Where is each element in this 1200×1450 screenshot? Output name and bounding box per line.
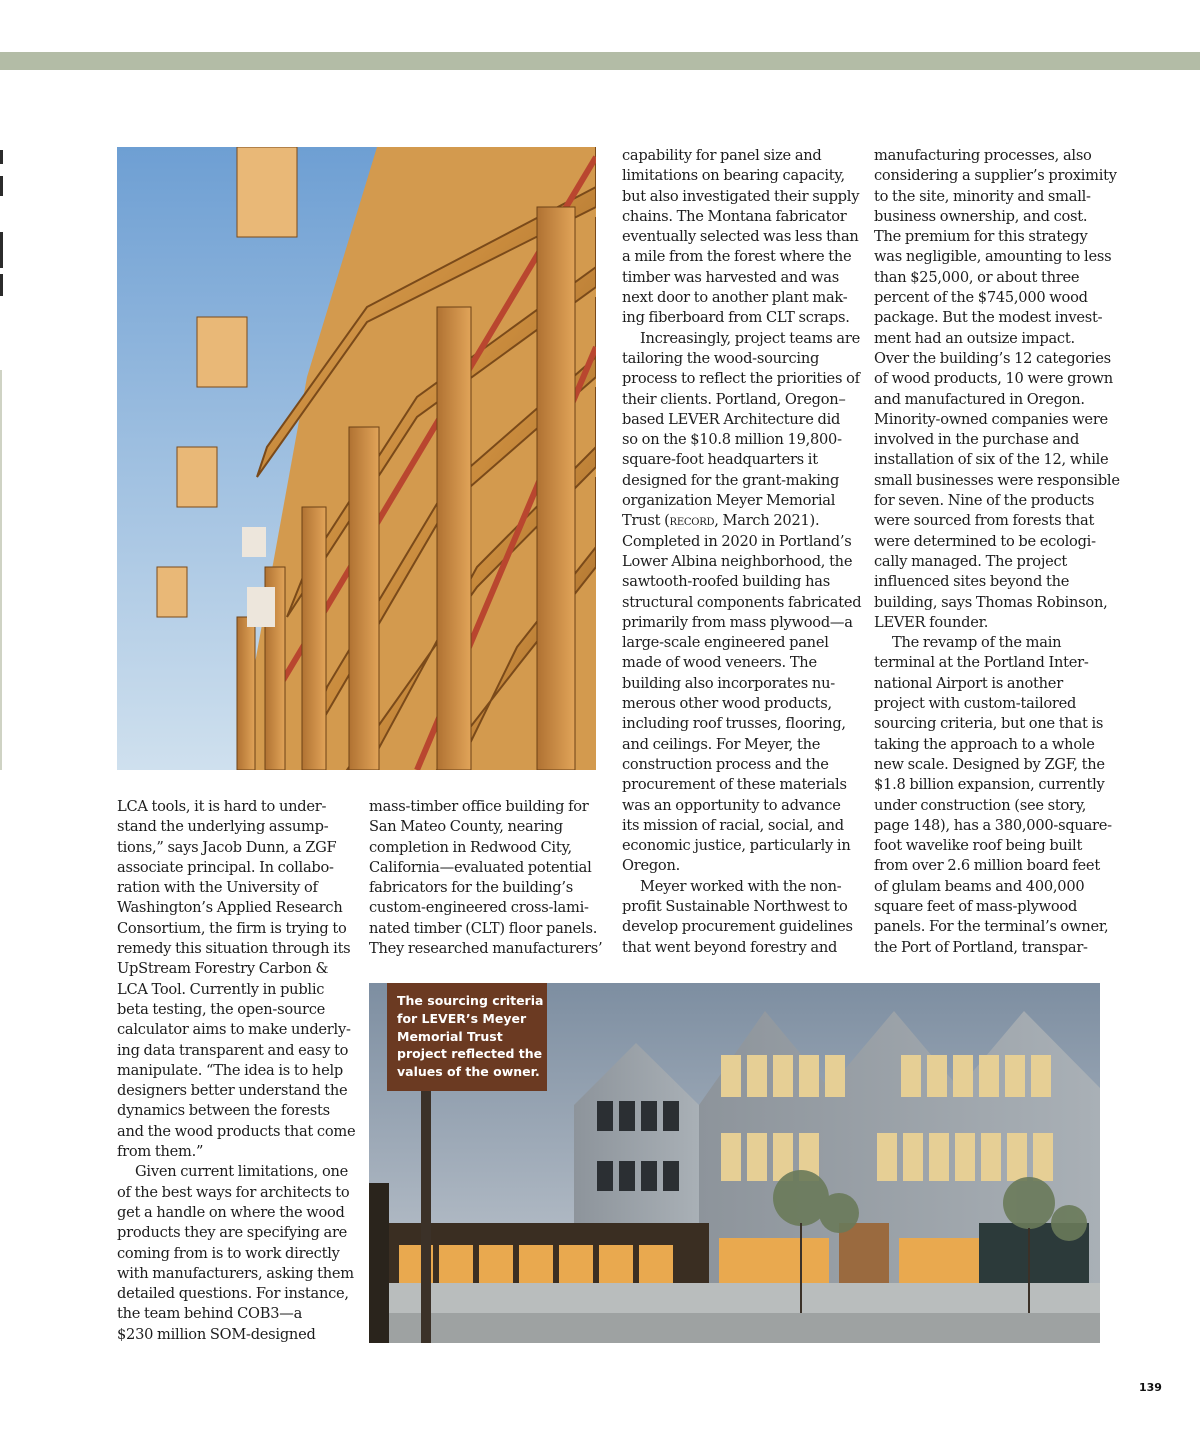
text-line: considering a supplier’s proximity xyxy=(874,167,1117,185)
text-line: UpStream Forestry Carbon & xyxy=(117,960,329,978)
text-line: panels. For the terminal’s owner, xyxy=(874,918,1109,936)
text-line: their clients. Portland, Oregon– xyxy=(622,390,846,408)
text-line: nated timber (CLT) floor panels. xyxy=(369,919,598,937)
text-line: organization Meyer Memorial xyxy=(622,492,836,510)
text-line: mass-timber office building for xyxy=(369,798,589,815)
text-line: cally managed. The project xyxy=(874,552,1068,570)
text-line: than $25,000, or about three xyxy=(874,268,1080,286)
text-line: of wood products, 10 were grown xyxy=(874,370,1113,388)
text-line: Increasingly, project teams are xyxy=(640,329,860,347)
text-line: primarily from mass plywood—a xyxy=(622,613,853,631)
text-line: limitations on bearing capacity, xyxy=(622,167,845,185)
text-line: capability for panel size and xyxy=(622,147,822,164)
text-line: beta testing, the open-source xyxy=(117,1000,326,1018)
text-line: the Port of Portland, transpar- xyxy=(874,938,1088,956)
text-line: page 148), has a 380,000-square- xyxy=(874,816,1112,834)
text-line: custom-engineered cross-lami- xyxy=(369,899,589,917)
text-line: to the site, minority and small- xyxy=(874,187,1091,205)
record-reference: record xyxy=(669,512,715,530)
text-line: were determined to be ecologi- xyxy=(874,532,1096,550)
text-line: California—evaluated potential xyxy=(369,858,592,876)
text-line: next door to another plant mak- xyxy=(622,289,848,307)
text-line: was an opportunity to advance xyxy=(622,796,841,814)
text-line: timber was harvested and was xyxy=(622,268,839,286)
text-line: tions,” says Jacob Dunn, a ZGF xyxy=(117,838,337,856)
text-line: from them.” xyxy=(117,1143,204,1161)
text-line: remedy this situation through its xyxy=(117,940,351,958)
text-line: San Mateo County, nearing xyxy=(369,818,563,836)
text-line: products they are specifying are xyxy=(117,1224,348,1242)
text-line: its mission of racial, social, and xyxy=(622,816,844,834)
text-line: square-foot headquarters it xyxy=(622,451,818,469)
text-line: merous other wood products, xyxy=(622,695,832,713)
text-line: from over 2.6 million board feet xyxy=(874,857,1100,875)
caption-line: The sourcing criteria xyxy=(397,993,544,1008)
text-line: calculator aims to make underly- xyxy=(117,1021,351,1039)
text-line: fabricators for the building’s xyxy=(369,879,574,897)
text-line: designers better understand the xyxy=(117,1082,348,1100)
text-line: and ceilings. For Meyer, the xyxy=(622,735,821,753)
text-line: structural components fabricated xyxy=(622,593,862,611)
text-line: dynamics between the forests xyxy=(117,1102,330,1120)
text-line: $230 million SOM-designed xyxy=(117,1325,316,1343)
text-line: installation of six of the 12, while xyxy=(874,451,1109,469)
text-line: profit Sustainable Northwest to xyxy=(622,897,848,915)
text-line: develop procurement guidelines xyxy=(622,918,853,936)
body-column-1 xyxy=(117,797,356,1345)
caption-line: project reflected the xyxy=(397,1046,543,1062)
text-line: large-scale engineered panel xyxy=(622,634,829,652)
text-line: of the best ways for architects to xyxy=(117,1183,350,1201)
text-line: LCA Tool. Currently in public xyxy=(117,980,325,998)
text-line: The premium for this strategy xyxy=(874,228,1088,246)
text-line: sawtooth-roofed building has xyxy=(622,573,830,591)
text-line: were sourced from forests that xyxy=(874,512,1095,530)
text-line: that went beyond forestry and xyxy=(622,938,838,956)
text-line: under construction (see story, xyxy=(874,796,1087,814)
text-line: sourcing criteria, but one that is xyxy=(874,715,1104,733)
text-line: ment had an outsize impact. xyxy=(874,329,1075,347)
text-line: The revamp of the main xyxy=(892,634,1062,652)
text-line: LEVER founder. xyxy=(874,613,989,631)
top-color-band xyxy=(0,52,1200,70)
text-line: square feet of mass-plywood xyxy=(874,897,1078,915)
text-line: terminal at the Portland Inter- xyxy=(874,654,1089,672)
caption-line: Memorial Trust xyxy=(397,1028,503,1044)
text-line: taking the approach to a whole xyxy=(874,735,1095,753)
text-line: influenced sites beyond the xyxy=(874,573,1070,591)
text-line: ing data transparent and easy to xyxy=(117,1041,349,1059)
text-line: manipulate. “The idea is to help xyxy=(117,1061,343,1079)
text-fragment: Trust ( xyxy=(622,512,670,530)
text-line: national Airport is another xyxy=(874,674,1063,692)
text-line: foot wavelike roof being built xyxy=(874,837,1083,855)
text-line: and manufactured in Oregon. xyxy=(874,390,1085,408)
text-line: completion in Redwood City, xyxy=(369,838,572,856)
text-line: and the wood products that come xyxy=(117,1122,356,1140)
text-line: economic justice, particularly in xyxy=(622,837,851,855)
text-line: get a handle on where the wood xyxy=(117,1203,345,1221)
text-line: involved in the purchase and xyxy=(874,431,1080,449)
text-line: made of wood veneers. The xyxy=(622,654,817,672)
text-line: of glulam beams and 400,000 xyxy=(874,877,1085,895)
text-line: was negligible, amounting to less xyxy=(874,248,1112,266)
text-line: including roof trusses, flooring, xyxy=(622,715,846,733)
text-line: project with custom-tailored xyxy=(874,695,1077,713)
text-line: associate principal. In collabo- xyxy=(117,858,334,876)
body-column-3 xyxy=(622,146,862,958)
page-number: 139 xyxy=(1139,1381,1162,1394)
text-line: construction process and the xyxy=(622,755,829,773)
text-line: package. But the modest invest- xyxy=(874,309,1103,327)
text-line: tailoring the wood-sourcing xyxy=(622,349,820,367)
text-line: stand the underlying assump- xyxy=(117,818,329,836)
body-column-4 xyxy=(874,146,1120,958)
text-line: detailed questions. For instance, xyxy=(117,1285,349,1303)
text-line: Over the building’s 12 categories xyxy=(874,349,1111,367)
text-line: Completed in 2020 in Portland’s xyxy=(622,532,852,550)
text-line: a mile from the forest where the xyxy=(622,248,852,266)
text-line: LCA tools, it is hard to under- xyxy=(117,798,327,815)
text-line: Given current limitations, one xyxy=(135,1163,349,1181)
text-line: Washington’s Applied Research xyxy=(117,899,343,917)
text-line: but also investigated their supply xyxy=(622,187,860,205)
caption-line: values of the owner. xyxy=(397,1064,540,1080)
text-line: Meyer worked with the non- xyxy=(640,877,842,895)
text-line: Minority-owned companies were xyxy=(874,410,1108,428)
body-column-2 xyxy=(369,797,603,959)
text-line: new scale. Designed by ZGF, the xyxy=(874,755,1105,773)
text-line: Lower Albina neighborhood, the xyxy=(622,552,853,570)
text-line xyxy=(622,511,852,531)
text-line: manufacturing processes, also xyxy=(874,147,1092,164)
text-fragment: , March 2021). xyxy=(714,512,820,530)
text-line: small businesses were responsible xyxy=(874,471,1120,489)
text-line: They researched manufacturers’ xyxy=(369,940,603,958)
text-line: ration with the University of xyxy=(117,879,318,897)
text-line: designed for the grant-making xyxy=(622,471,840,489)
text-line: the team behind COB3—a xyxy=(117,1305,303,1323)
text-line: based LEVER Architecture did xyxy=(622,410,841,428)
text-line: so on the $10.8 million 19,800- xyxy=(622,431,842,449)
text-line: Oregon. xyxy=(622,857,680,875)
text-line: business ownership, and cost. xyxy=(874,207,1088,225)
text-line: Consortium, the firm is trying to xyxy=(117,919,347,937)
text-line: coming from is to work directly xyxy=(117,1244,340,1262)
text-line: with manufacturers, asking them xyxy=(117,1264,354,1282)
text-line: $1.8 billion expansion, currently xyxy=(874,776,1105,794)
text-line: building, says Thomas Robinson, xyxy=(874,593,1108,611)
caption-line: for LEVER’s Meyer xyxy=(397,1010,527,1026)
text-line: building also incorporates nu- xyxy=(622,674,835,692)
mass-timber-facade-photo xyxy=(117,147,596,770)
photo-caption xyxy=(387,983,547,1091)
page-edge-marks xyxy=(0,150,4,770)
text-line: procurement of these materials xyxy=(622,776,847,794)
text-line: for seven. Nine of the products xyxy=(874,492,1095,510)
text-line: ing fiberboard from CLT scraps. xyxy=(622,309,850,327)
text-line: process to reflect the priorities of xyxy=(622,370,860,388)
text-line: percent of the $745,000 wood xyxy=(874,289,1088,307)
text-line: chains. The Montana fabricator xyxy=(622,207,847,225)
text-line: eventually selected was less than xyxy=(622,228,859,246)
